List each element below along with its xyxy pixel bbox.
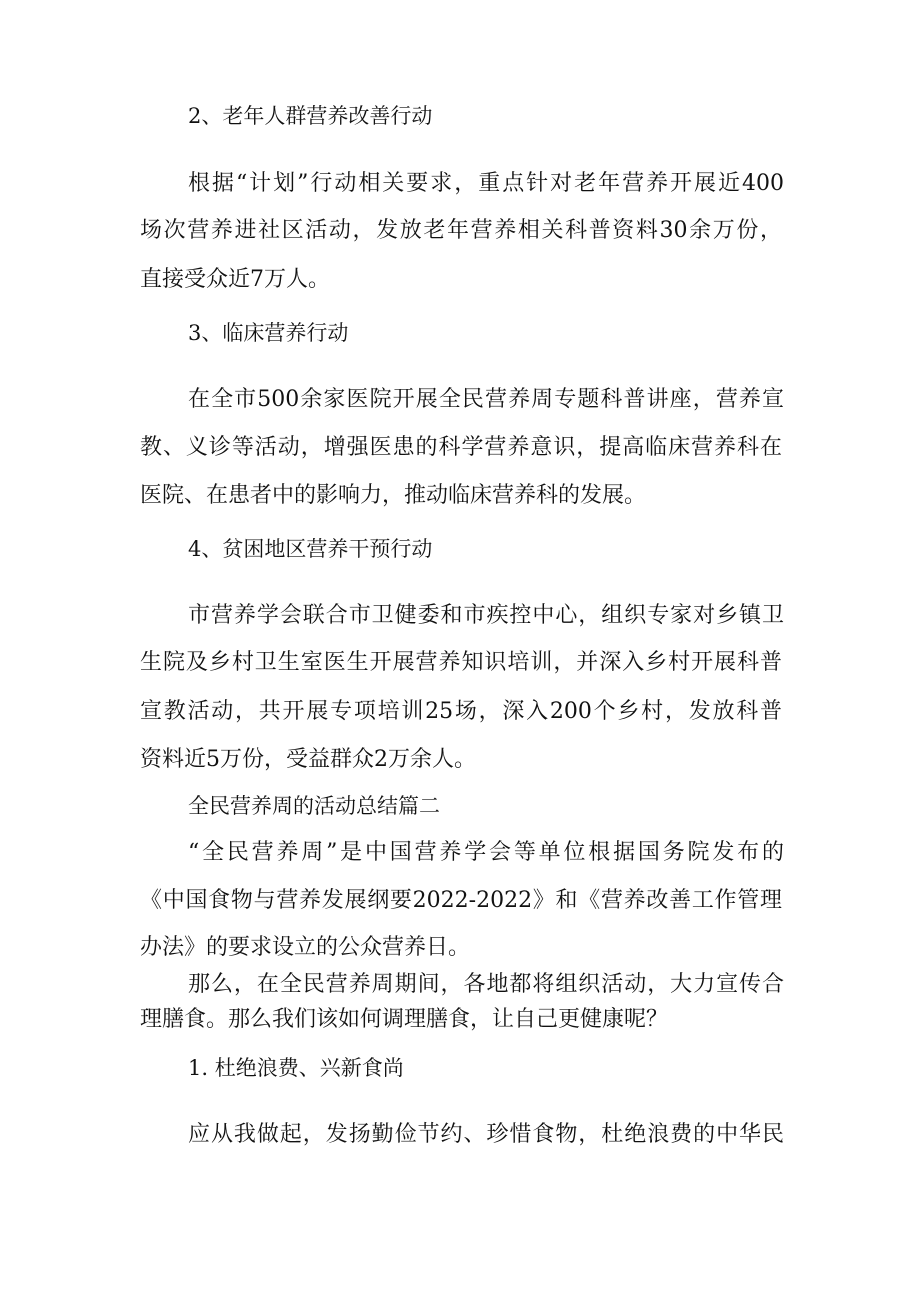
part-two-para-line-2: 理膳食。那么我们该如何调理膳食，让自己更健康呢？	[140, 1007, 669, 1032]
section-3-line-1: 在全市500余家医院开展全民营养周专题科普讲座，营养宣	[188, 387, 784, 412]
part-two-intro-line-3: 办法》的要求设立的公众营养日。	[140, 935, 471, 960]
section-2-line-3: 直接受众近7万人。	[140, 267, 330, 292]
section-3-line-3: 医院、在患者中的影响力，推动临床营养科的发展。	[140, 483, 647, 508]
section-4-line-4: 资料近5万份，受益群众2万余人。	[140, 747, 476, 772]
section-3-heading: 3、临床营养行动	[188, 321, 349, 345]
part-two-intro-line-2: 《中国食物与营养发展纲要2022-2022》和《营养改善工作管理	[140, 888, 782, 913]
item-1-line-1: 应从我做起，发扬勤俭节约、珍惜食物，杜绝浪费的中华民	[188, 1122, 784, 1147]
part-two-para-line-1: 那么，在全民营养周期间，各地都将组织活动，大力宣传合	[188, 972, 784, 997]
section-4-line-1: 市营养学会联合市卫健委和市疾控中心，组织专家对乡镇卫	[188, 603, 784, 628]
item-1-heading: 1. 杜绝浪费、兴新食尚	[188, 1056, 404, 1080]
section-2-line-2: 场次营养进社区活动，发放老年营养相关科普资料30余万份，	[140, 218, 782, 243]
section-4-heading: 4、贫困地区营养干预行动	[188, 537, 433, 561]
part-two-title: 全民营养周的活动总结篇二	[188, 794, 440, 818]
section-3-line-2: 教、义诊等活动，增强医患的科学营养意识，提高临床营养科在	[140, 435, 782, 460]
section-4-line-3: 宣教活动，共开展专项培训25场，深入200个乡村，发放科普	[140, 699, 782, 724]
part-two-intro-line-1: “全民营养周”是中国营养学会等单位根据国务院发布的	[188, 840, 784, 865]
section-2-line-1: 根据“计划”行动相关要求，重点针对老年营养开展近400	[188, 171, 784, 196]
section-2-heading: 2、老年人群营养改善行动	[188, 104, 433, 128]
section-4-line-2: 生院及乡村卫生室医生开展营养知识培训，并深入乡村开展科普	[140, 650, 782, 675]
